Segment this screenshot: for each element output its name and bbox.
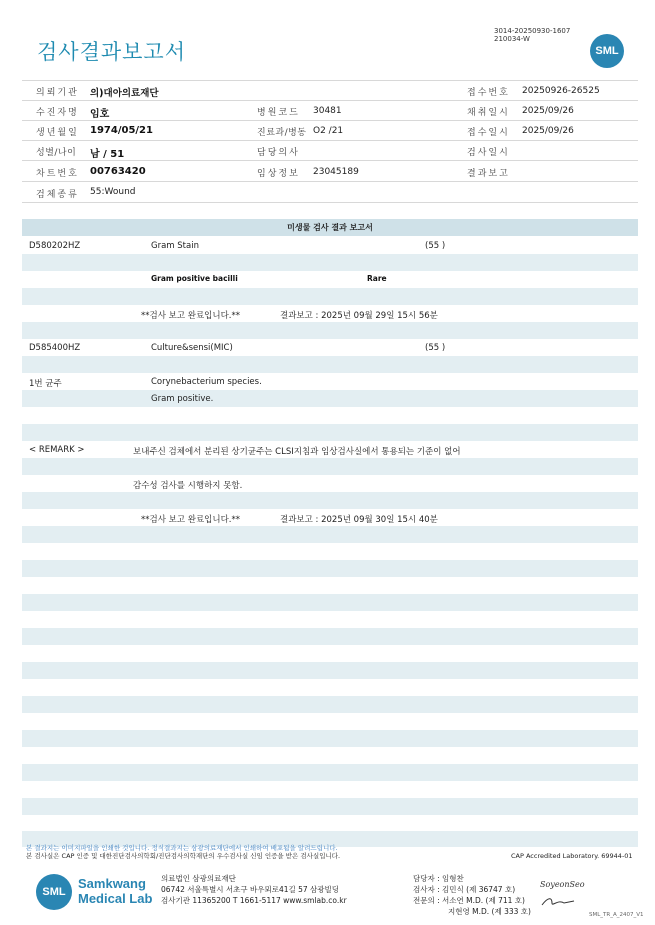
report-title: 검사결과보고서 (37, 40, 187, 64)
brand-line-2: Medical Lab (78, 891, 153, 906)
chart-value: 00763420 (90, 166, 146, 177)
test-code-1: D580202HZ (29, 241, 81, 251)
row-stripe (22, 288, 638, 305)
organism-name: Corynebacterium species. (151, 377, 262, 387)
divider (22, 140, 638, 141)
specimen-value: 55:Wound (90, 187, 136, 197)
test-name-1: Gram Stain (151, 241, 199, 251)
brand-name (78, 876, 152, 906)
doctor-label: 담당의사 (257, 148, 300, 158)
signature-scribble (540, 895, 580, 909)
receipt-date-label: 접수일시 (467, 128, 510, 138)
organism-label: 1번 균주 (29, 379, 62, 389)
report-complete-1: **검사 보고 완료입니다.** (141, 311, 241, 321)
signature: SoyeonSeo (540, 880, 585, 889)
test-specimen-1: (55 ) (425, 241, 446, 251)
divider (22, 181, 638, 182)
divider (22, 120, 638, 121)
chart-label: 차트번호 (36, 169, 79, 179)
receipt-date-value: 2025/09/26 (522, 126, 574, 136)
row-stripe (22, 560, 638, 577)
clinical-info-label: 임상정보 (257, 169, 300, 179)
collect-date-value: 2025/09/26 (522, 106, 574, 116)
remark-line-1: 보내주신 검체에서 분리된 상기균주는 CLSI지침과 임상검사실에서 통용되는 기준이 없어 (133, 447, 461, 457)
sex-age-label: 성별/나이 (36, 148, 77, 158)
brand-line-1: Samkwang (78, 876, 146, 891)
clinical-info-value: 23045189 (313, 167, 359, 177)
tester: 검사자 : 김민식 (제 36747 호) (413, 885, 516, 894)
row-stripe (22, 356, 638, 373)
department-label: 진료과/병동 (257, 128, 307, 138)
row-stripe (22, 764, 638, 781)
document-id (494, 27, 570, 43)
receipt-number-value: 20250926-26525 (522, 86, 600, 96)
test-code-2: D585400HZ (29, 343, 81, 353)
row-stripe (22, 662, 638, 679)
divider (22, 100, 638, 101)
report-complete-2: **검사 보고 완료입니다.** (141, 515, 241, 525)
report-date-label: 결과보고 (467, 169, 510, 179)
remark-label: < REMARK > (29, 445, 85, 455)
document-id-line-2: 210034-W (494, 35, 530, 43)
hospital-code-label: 병원코드 (257, 108, 300, 118)
divider (22, 160, 638, 161)
specimen-label: 검체종류 (36, 190, 79, 200)
specialist-1: 전문의 : 서소연 M.D. (제 711 호) (413, 896, 525, 905)
gram-amount: Rare (367, 274, 387, 283)
staff-block (413, 873, 531, 917)
test-name-2: Culture&sensi(MIC) (151, 343, 233, 353)
gram-finding: Gram positive bacilli (151, 274, 238, 283)
divider (22, 80, 638, 81)
row-stripe (22, 594, 638, 611)
manager: 담당자 : 임형찬 (413, 874, 464, 883)
patient-label: 수진자명 (36, 108, 79, 118)
report-time-1: 결과보고 : 2025년 09월 29일 15시 56분 (280, 311, 438, 321)
requester-value: 의)대아의료재단 (90, 88, 159, 99)
row-stripe (22, 526, 638, 543)
form-id: SML_TR_A_2407_V1 (589, 912, 644, 918)
cap-accreditation: CAP Accredited Laboratory. 69944-01 (511, 852, 633, 860)
report-time-2: 결과보고 : 2025년 09월 30일 15시 40분 (280, 515, 438, 525)
divider (22, 202, 638, 203)
row-stripe (22, 628, 638, 645)
row-stripe (22, 798, 638, 815)
dob-value: 1974/05/21 (90, 125, 153, 136)
remark-line-2: 감수성 검사를 시행하지 못함. (133, 481, 243, 491)
row-stripe (22, 492, 638, 509)
lab-name: 의료법인 삼광의료재단 (161, 874, 236, 883)
dob-label: 생년월일 (36, 128, 79, 138)
department-value: O2 /21 (313, 126, 344, 136)
row-stripe (22, 696, 638, 713)
lab-contact: 검사기관 11365200 T 1661-5117 www.smlab.co.kr (161, 896, 347, 905)
specialist-2: 지현영 M.D. (제 333 호) (448, 907, 531, 916)
hospital-code-value: 30481 (313, 106, 342, 116)
row-stripe (22, 390, 638, 407)
row-stripe (22, 254, 638, 271)
certification-notice: 본 검사실은 CAP 인증 및 대한진단검사의학회/진단검사의학재단의 우수검사실 신임 인증을 받은 검사실입니다. (26, 852, 341, 860)
results-section-title: 미생물 검사 결과 보고서 (22, 219, 638, 236)
receipt-number-label: 접수번호 (467, 88, 510, 98)
collect-date-label: 채취일시 (467, 108, 510, 118)
row-stripe (22, 458, 638, 475)
sml-logo: SML (590, 34, 624, 68)
patient-value: 임호 (90, 109, 110, 120)
organism-gram: Gram positive. (151, 394, 214, 404)
document-id-line-1: 3014-20250930-1607 (494, 27, 571, 35)
lab-street: 06742 서울특별시 서초구 바우뫼로41길 57 삼광빌딩 (161, 885, 340, 894)
sex-age-value: 남 / 51 (90, 149, 125, 160)
test-date-label: 검사일시 (467, 148, 510, 158)
row-stripe (22, 322, 638, 339)
requester-label: 의뢰기관 (36, 88, 79, 98)
print-notice: 본 결과지는 이미지파일을 인쇄한 것입니다. 정식결과지는 삼광의료재단에서 인쇄하여 배포됨을 알려드립니다. (26, 844, 338, 852)
lab-address (161, 873, 347, 906)
test-specimen-2: (55 ) (425, 343, 446, 353)
row-stripe (22, 730, 638, 747)
row-stripe (22, 424, 638, 441)
sml-logo-footer: SML (36, 874, 72, 910)
